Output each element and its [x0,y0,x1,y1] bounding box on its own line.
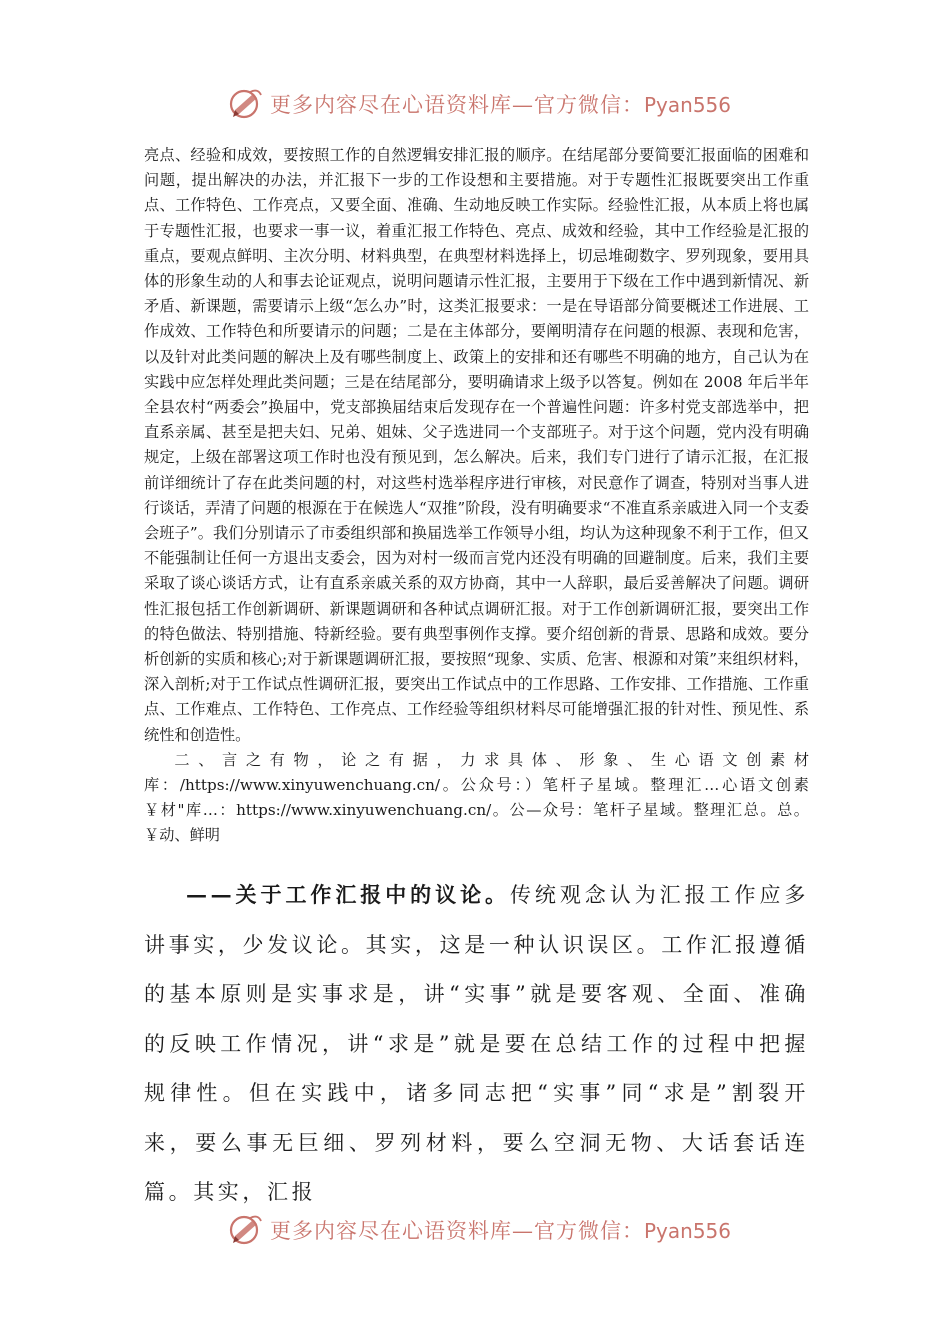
body-small-text [144,143,809,849]
banner-text [270,1215,731,1245]
pen-logo-icon [228,1212,264,1248]
pen-logo-icon [228,86,264,122]
paragraph-3 [144,870,809,1218]
body-large-text [144,870,809,1218]
banner-handle: Pyan556 [644,93,732,117]
banner-title: 更多内容尽在心语资料库—官方微信： [270,93,644,117]
paragraph-1: 亮点、经验和成效，要按照工作的自然逻辑安排汇报的顺序。在结尾部分要简要汇报面临的困难和问题，提出解决的办法，并汇报下一步的工作设想和主要措施。对于专题性汇报既要突出工作重点、工作特色、工作亮点，又要全面、准确、生动地反映工作实际。经验性汇报，从本质上将也属于专题性汇报，也要求一事一议，着重汇报工作特色、亮点、成效和经验，其中工作经验是汇报的重点，要观点鲜明、主次分明、材料典型，在典型材料选择上，切忌堆砌数字、罗列现象，要用具体的形象生动的人和事去论证观点，说明问题请示性汇报，主要用于下级在工作中遇到新情况、新矛盾、新课题，需要请示上级“怎么办”时，这类汇报要求：一是在导语部分简要概述工作进展、工作成效、工作特色和所要请示的问题；二是在主体部分，要阐明清存在问题的根源、表现和危害，以及针对此类问题的解决上及有哪些制度上、政策上的安排和还有哪些不明确的地方，自己认为在实践中应怎样处理此类问题；三是在结尾部分，要明确请求上级予以答复。例如在 2008 年后半年全县农村“两委会”换届中，党支部换届结束后发现存在一个普遍性问题：许多村党支部选举中，把直系亲属、甚至是把夫妇、兄弟、姐妹、父子选进同一个支部班子。对于这个问题，党内没有明确规定，上级在部署这项工作时也没有预见到，怎么解决。后来，我们专门进行了请示汇报，在汇报前详细统计了存在此类问题的村，对这些村选举程序进行审核，对民意作了调查，特别对当事人进行谈话，弄清了问题的根源在于在候选人“双推”阶段，没有明确要求“不准直系亲戚进入同一个支委会班子”。我们分别请示了市委组织部和换届选举工作领导小组，均认为这种现象不利于工作，但又不能强制让任何一方退出支委会，因为对村一级而言党内还没有明确的回避制度。后来，我们主要采取了谈心谈话方式，让有直系亲戚关系的双方协商，其中一人辞职，最后妥善解决了问题。调研性汇报包括工作创新调研、新课题调研和各种试点调研汇报。对于工作创新调研汇报，要突出工作的特色做法、特别措施、特新经验。要有典型事例作支撑。要介绍创新的背景、思路和成效。要分析创新的实质和核心;对于新课题调研汇报，要按照“现象、实质、危害、根源和对策”来组织材料，深入剖析;对于工作试点性调研汇报，要突出工作试点中的工作思路、工作安排、工作措施、工作重点、工作难点、工作特色、工作亮点、工作经验等组织材料尽可能增强汇报的针对性、预见性、系统性和创造性。 [144,146,809,744]
footer-banner [228,1210,748,1250]
paragraph-3-rest: 传统观念认为汇报工作应多讲事实，少发议论。其实，这是一种认识误区。工作汇报遵循的基本原则是实事求是，讲“实事”就是要客观、全面、准确的反映工作情况，讲“求是”就是要在总结工作的过程中把握规律性。但在实践中，诸多同志把“实事”同“求是”割裂开来，要么事无巨细、罗列材料，要么空洞无物、大话套话连篇。其实，汇报 [144,883,809,1204]
paragraph-2: 二、言之有物，论之有据，力求具体、形象、生心语文创素材库：/https://www.xinyuwenchuang.cn/。公众号：）笔杆子星域。整理汇…心语文创素￥材"库…：https://www.xinyuwenchuang.cn/。公—众号：笔杆子星域。整理汇总。总。￥动、鲜明 [144,750,809,845]
banner-title: 更多内容尽在心语资料库—官方微信： [270,1219,644,1243]
banner-handle: Pyan556 [644,1219,732,1243]
header-banner [228,84,748,124]
paragraph-3-lead: ——关于工作汇报中的议论。 [186,882,510,907]
banner-text [270,89,731,119]
